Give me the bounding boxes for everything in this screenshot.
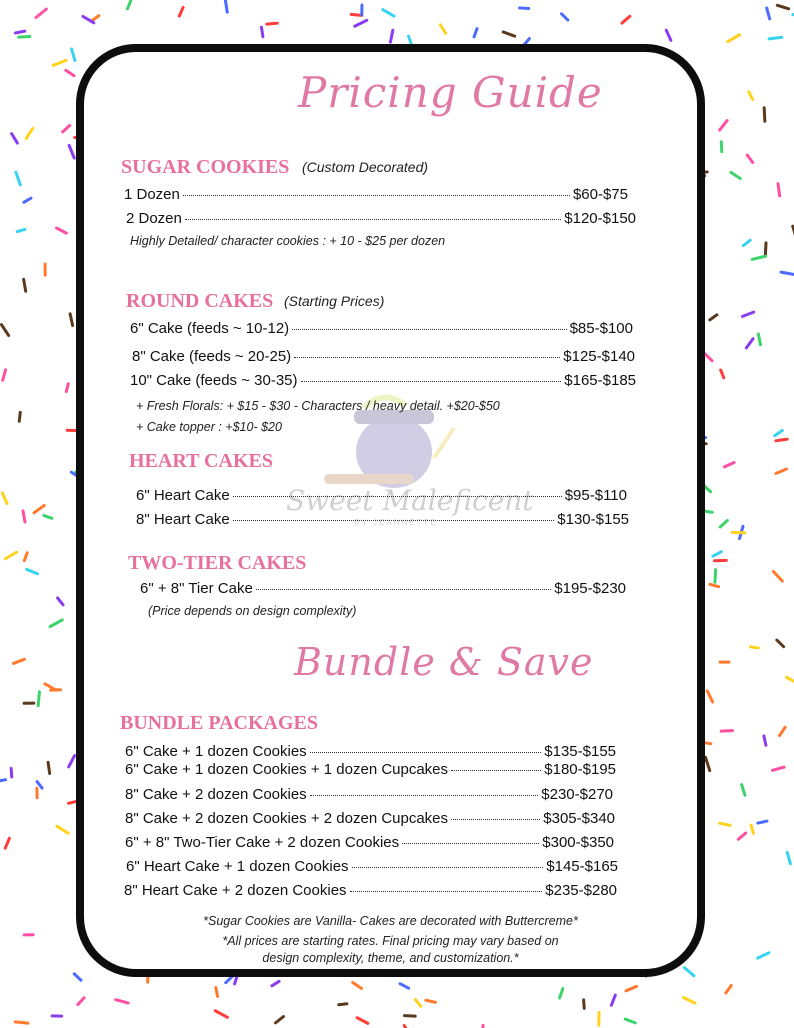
sprinkle bbox=[1, 325, 8, 336]
sprinkle bbox=[66, 384, 68, 392]
sprinkle bbox=[781, 272, 794, 274]
sprinkle bbox=[767, 8, 770, 19]
price-row: 2 Dozen $120-$150 bbox=[126, 210, 636, 227]
sprinkle bbox=[5, 838, 9, 848]
sprinkle bbox=[38, 692, 39, 706]
sprinkle bbox=[272, 981, 279, 985]
watermark-sub: BY JEANNETTE bbox=[354, 518, 438, 527]
sugar-cookies-subtitle: (Custom Decorated) bbox=[302, 159, 429, 175]
sprinkle bbox=[69, 145, 74, 158]
bundle-row: 8" Heart Cake + 2 dozen Cookies $235-$280 bbox=[124, 882, 617, 899]
sprinkle bbox=[626, 986, 636, 990]
sprinkle bbox=[13, 659, 24, 663]
sprinkle bbox=[772, 767, 784, 770]
sprinkle bbox=[773, 572, 782, 582]
sprinkle bbox=[742, 785, 745, 796]
sprinkle bbox=[724, 463, 734, 467]
sprinkle bbox=[710, 315, 717, 320]
sprinkle bbox=[440, 25, 445, 34]
sprinkle bbox=[474, 29, 477, 37]
sprinkle bbox=[715, 570, 716, 583]
sprinkle bbox=[584, 1000, 585, 1008]
bundle-title: Bundle & Save bbox=[294, 640, 594, 684]
round-cakes-subtitle: (Starting Prices) bbox=[284, 293, 385, 309]
bundle-row: 6" Cake + 1 dozen Cookies $135-$155 bbox=[125, 743, 616, 760]
sprinkle bbox=[225, 0, 227, 12]
sprinkle bbox=[66, 70, 74, 75]
sprinkle bbox=[353, 982, 362, 988]
sprinkle bbox=[339, 1004, 347, 1005]
sprinkle bbox=[721, 370, 724, 378]
sprinkle bbox=[520, 8, 529, 9]
price-row: 8" Heart Cake $130-$155 bbox=[136, 511, 629, 528]
sprinkle bbox=[24, 198, 31, 202]
sprinkle bbox=[706, 757, 710, 770]
sprinkle bbox=[400, 984, 409, 989]
sprinkle bbox=[749, 92, 753, 100]
section-sugar-cookies: SUGAR COOKIES bbox=[121, 156, 290, 178]
watermark-text: Sweet Maleficent bbox=[286, 484, 534, 517]
sprinkle bbox=[611, 995, 615, 1005]
sprinkle bbox=[19, 36, 30, 37]
sprinkle bbox=[23, 511, 25, 522]
sprinkle bbox=[765, 243, 766, 254]
sprinkle bbox=[777, 640, 784, 647]
sprinkle bbox=[53, 60, 66, 65]
sprinkle bbox=[44, 515, 52, 518]
two-tier-note: (Price depends on design complexity) bbox=[148, 604, 357, 618]
sprinkle bbox=[390, 30, 392, 42]
sprinkle bbox=[720, 520, 727, 527]
sprinkle bbox=[746, 339, 753, 348]
sprinkle bbox=[758, 953, 769, 958]
sprinkle bbox=[5, 552, 16, 559]
price-row: 6" + 8" Tier Cake $195-$230 bbox=[140, 580, 626, 597]
bundle-row: 8" Cake + 2 dozen Cookies + 2 dozen Cupcakes $305-$340 bbox=[125, 810, 615, 827]
sprinkle bbox=[383, 10, 394, 17]
sprinkle bbox=[778, 184, 780, 196]
sprinkle bbox=[705, 354, 712, 361]
sprinkle bbox=[216, 987, 218, 996]
sprinkle bbox=[0, 780, 6, 782]
sprinkle bbox=[503, 32, 514, 36]
sprinkle bbox=[743, 240, 750, 245]
sprinkle bbox=[666, 30, 671, 40]
sprinkle bbox=[17, 229, 25, 231]
sprinkle bbox=[758, 821, 767, 823]
sprinkle bbox=[179, 7, 183, 16]
section-two-tier-cakes: TWO-TIER CAKES bbox=[128, 552, 307, 574]
sprinkle bbox=[226, 977, 232, 983]
sprinkle bbox=[3, 370, 6, 380]
sprinkle bbox=[720, 121, 727, 131]
sprinkle bbox=[276, 1017, 284, 1023]
round-cakes-note-florals: + Fresh Florals: + $15 - $30 - Characters / heavy detail. +$20-$50 bbox=[136, 399, 500, 413]
sprinkle bbox=[11, 768, 12, 777]
bundle-row: 8" Cake + 2 dozen Cookies $230-$270 bbox=[125, 786, 613, 803]
section-bundle-packages: BUNDLE PACKAGES bbox=[120, 712, 318, 734]
sprinkle bbox=[127, 1, 130, 9]
sprinkle bbox=[37, 782, 42, 788]
sprinkle bbox=[261, 27, 262, 37]
sprinkle bbox=[787, 852, 790, 863]
sprinkle bbox=[776, 439, 787, 441]
sprinkle bbox=[355, 20, 367, 26]
price-row: 8" Cake (feeds ~ 20-25) $125-$140 bbox=[132, 348, 635, 365]
sprinkle bbox=[50, 620, 62, 627]
sprinkle bbox=[19, 412, 20, 421]
footer-line-1: *Sugar Cookies are Vanilla- Cakes are decorated with Buttercreme* bbox=[203, 914, 578, 928]
sprinkle bbox=[743, 312, 754, 316]
pricing-card bbox=[76, 44, 705, 977]
sprinkle bbox=[58, 598, 63, 605]
sprinkle bbox=[726, 986, 731, 993]
sprinkle bbox=[116, 1000, 129, 1003]
sprinkle bbox=[26, 128, 33, 138]
footer-line-2: *All prices are starting rates. Final pricing may vary based on bbox=[222, 934, 559, 948]
sprinkle bbox=[750, 647, 758, 648]
sprinkle bbox=[72, 49, 75, 61]
sprinkle bbox=[738, 833, 745, 839]
sprinkle bbox=[267, 23, 278, 24]
sprinkle bbox=[57, 826, 68, 833]
sprinkle bbox=[747, 155, 753, 162]
sprinkle bbox=[357, 1018, 368, 1024]
sprinkle bbox=[70, 314, 73, 326]
sprinkle bbox=[15, 1022, 28, 1023]
sprinkle bbox=[74, 974, 81, 980]
section-round-cakes: ROUND CAKES bbox=[126, 290, 274, 312]
sprinkle bbox=[404, 1016, 415, 1017]
sprinkle bbox=[415, 1000, 420, 1007]
sprinkle bbox=[625, 1019, 635, 1023]
sprinkle bbox=[426, 1000, 436, 1002]
sprinkle bbox=[2, 493, 7, 504]
bundle-row: 6" Heart Cake + 1 dozen Cookies $145-$165 bbox=[126, 858, 618, 875]
sprinkle bbox=[92, 16, 98, 21]
sugar-cookies-note: Highly Detailed/ character cookies : + 10 - $25 per dozen bbox=[130, 234, 446, 248]
price-row: 6" Cake (feeds ~ 10-12) $85-$100 bbox=[130, 320, 633, 337]
footer-line-3: design complexity, theme, and customization.* bbox=[262, 951, 519, 965]
sprinkle bbox=[562, 14, 568, 20]
sprinkle bbox=[36, 9, 46, 17]
sprinkle bbox=[684, 998, 695, 1004]
sprinkle bbox=[751, 825, 753, 833]
sprinkle bbox=[752, 256, 765, 259]
bundle-row: 6" Cake + 1 dozen Cookies + 1 dozen Cupcakes $180-$195 bbox=[125, 761, 616, 778]
sprinkle bbox=[776, 469, 787, 474]
sprinkle bbox=[731, 172, 740, 178]
sprinkle bbox=[15, 31, 24, 33]
sprinkle bbox=[764, 108, 765, 121]
sprinkle bbox=[34, 505, 44, 512]
sprinkle bbox=[777, 5, 788, 9]
price-row: 10" Cake (feeds ~ 30-35) $165-$185 bbox=[130, 372, 636, 389]
sprinkle bbox=[758, 334, 760, 345]
sprinkle bbox=[69, 756, 75, 767]
section-heart-cakes: HEART CAKES bbox=[129, 450, 273, 472]
sprinkle bbox=[560, 989, 563, 998]
sprinkle bbox=[215, 1011, 227, 1018]
sprinkle bbox=[48, 762, 50, 773]
sprinkle bbox=[57, 228, 67, 233]
sprinkle bbox=[713, 552, 721, 556]
sprinkle bbox=[728, 35, 740, 42]
sprinkle bbox=[16, 172, 20, 185]
sprinkle bbox=[78, 998, 84, 1005]
price-row: 1 Dozen $60-$75 bbox=[124, 186, 628, 203]
sprinkle bbox=[775, 430, 783, 435]
round-cakes-note-topper: + Cake topper : +$10- $20 bbox=[136, 420, 282, 434]
bundle-row: 6" + 8" Two-Tier Cake + 2 dozen Cookies $300-$350 bbox=[125, 834, 614, 851]
sprinkle bbox=[786, 677, 794, 683]
sprinkle bbox=[24, 279, 26, 291]
sprinkle bbox=[622, 16, 630, 23]
sprinkle bbox=[12, 134, 18, 143]
sprinkle bbox=[351, 14, 362, 15]
sprinkle bbox=[684, 968, 694, 976]
sprinkle bbox=[710, 584, 719, 586]
sprinkle bbox=[27, 569, 38, 573]
page-title: Pricing Guide bbox=[298, 68, 603, 117]
sprinkle bbox=[780, 727, 786, 735]
sprinkle bbox=[769, 37, 782, 39]
sprinkle bbox=[24, 553, 27, 561]
sprinkle bbox=[764, 736, 766, 745]
sprinkle bbox=[720, 823, 731, 825]
sprinkle bbox=[707, 691, 712, 702]
sprinkle bbox=[63, 126, 70, 132]
price-row: 6" Heart Cake $95-$110 bbox=[136, 487, 627, 504]
